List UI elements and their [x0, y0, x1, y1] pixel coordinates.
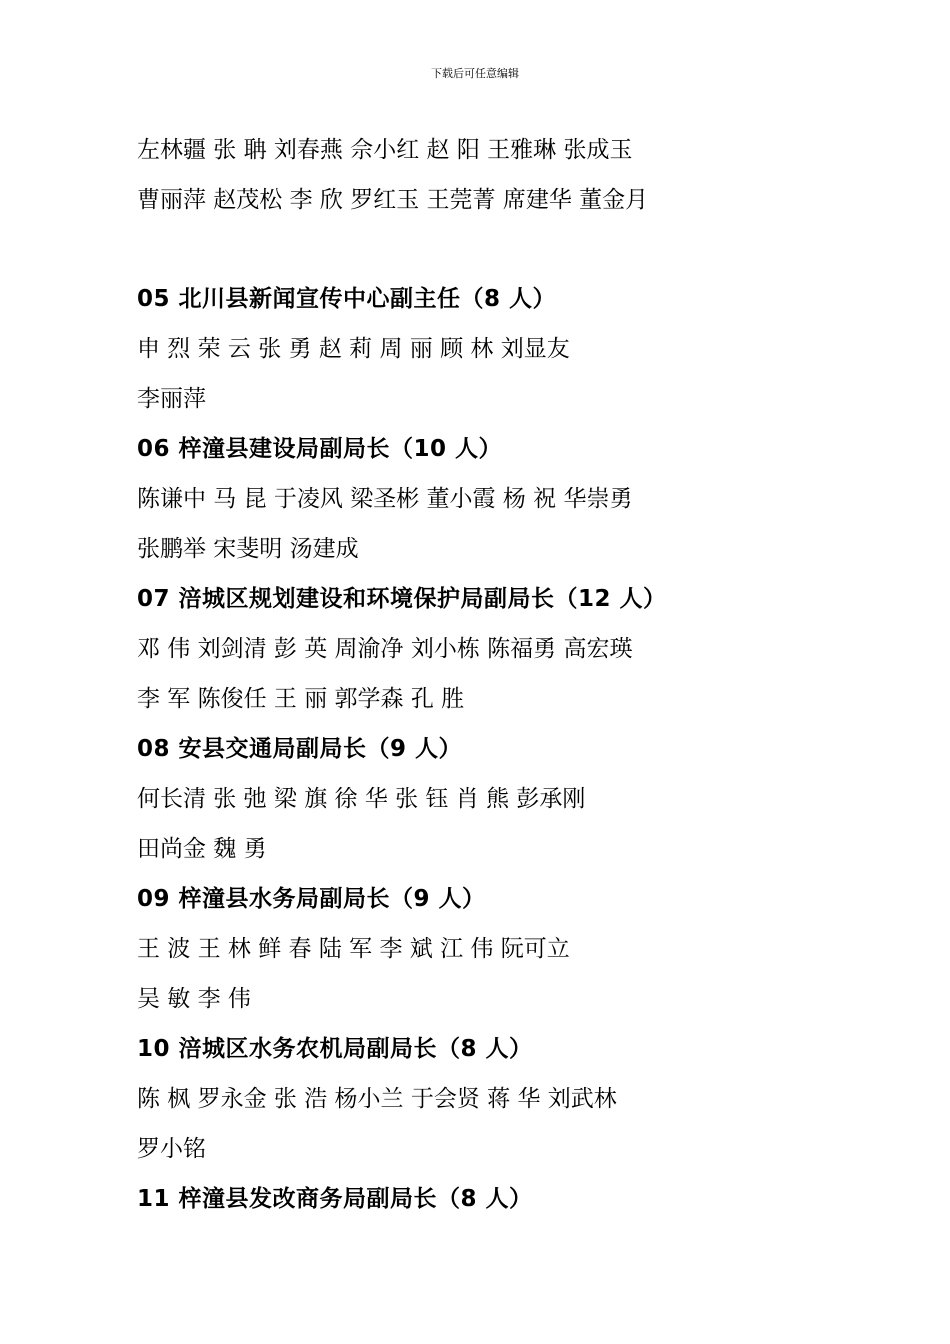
name-line: 何长清 张 弛 梁 旗 徐 华 张 钰 肖 熊 彭承刚 [137, 786, 586, 812]
section-09 [137, 874, 897, 1024]
blank-spacer [137, 225, 897, 274]
section-title: 07 涪城区规划建设和环境保护局副局长（12 人） [137, 586, 667, 612]
page-header: 下载后可任意编辑 [431, 67, 519, 80]
section-title: 08 安县交通局副局长（9 人） [137, 736, 463, 762]
name-line: 邓 伟 刘剑清 彭 英 周渝净 刘小栋 陈福勇 高宏瑛 [137, 636, 633, 662]
name-line: 陈 枫 罗永金 张 浩 杨小兰 于会贤 蒋 华 刘武林 [137, 1086, 617, 1112]
name-line: 陈谦中 马 昆 于凌风 梁圣彬 董小霞 杨 祝 华崇勇 [137, 486, 633, 512]
section-title: 06 梓潼县建设局副局长（10 人） [137, 436, 503, 462]
name-line: 左林疆 张 聃 刘春燕 佘小红 赵 阳 王雅琳 张成玉 [137, 137, 633, 163]
name-line: 申 烈 荣 云 张 勇 赵 莉 周 丽 顾 林 刘显友 [137, 336, 570, 362]
name-line: 田尚金 魏 勇 [137, 836, 267, 862]
section-08 [137, 724, 897, 874]
name-line: 李 军 陈俊任 王 丽 郭学森 孔 胜 [137, 686, 465, 712]
name-line: 罗小铭 [137, 1136, 206, 1162]
name-line: 李丽萍 [137, 386, 206, 412]
section-05 [137, 274, 897, 424]
section-title: 11 梓潼县发改商务局副局长（8 人） [137, 1186, 533, 1212]
section-10 [137, 1024, 897, 1174]
name-line: 曹丽萍 赵茂松 李 欣 罗红玉 王莞菁 席建华 董金月 [137, 187, 649, 213]
section-title: 09 梓潼县水务局副局长（9 人） [137, 886, 486, 912]
document-body [137, 125, 897, 1224]
section-07 [137, 574, 897, 724]
name-line: 吴 敏 李 伟 [137, 986, 251, 1012]
section-title: 10 涪城区水务农机局副局长（8 人） [137, 1036, 533, 1062]
section-11 [137, 1174, 897, 1224]
section-title: 05 北川县新闻宣传中心副主任（8 人） [137, 286, 557, 312]
name-line: 张鹏举 宋斐明 汤建成 [137, 536, 359, 562]
name-line: 王 波 王 林 鲜 春 陆 军 李 斌 江 伟 阮可立 [137, 936, 570, 962]
section-06 [137, 424, 897, 574]
